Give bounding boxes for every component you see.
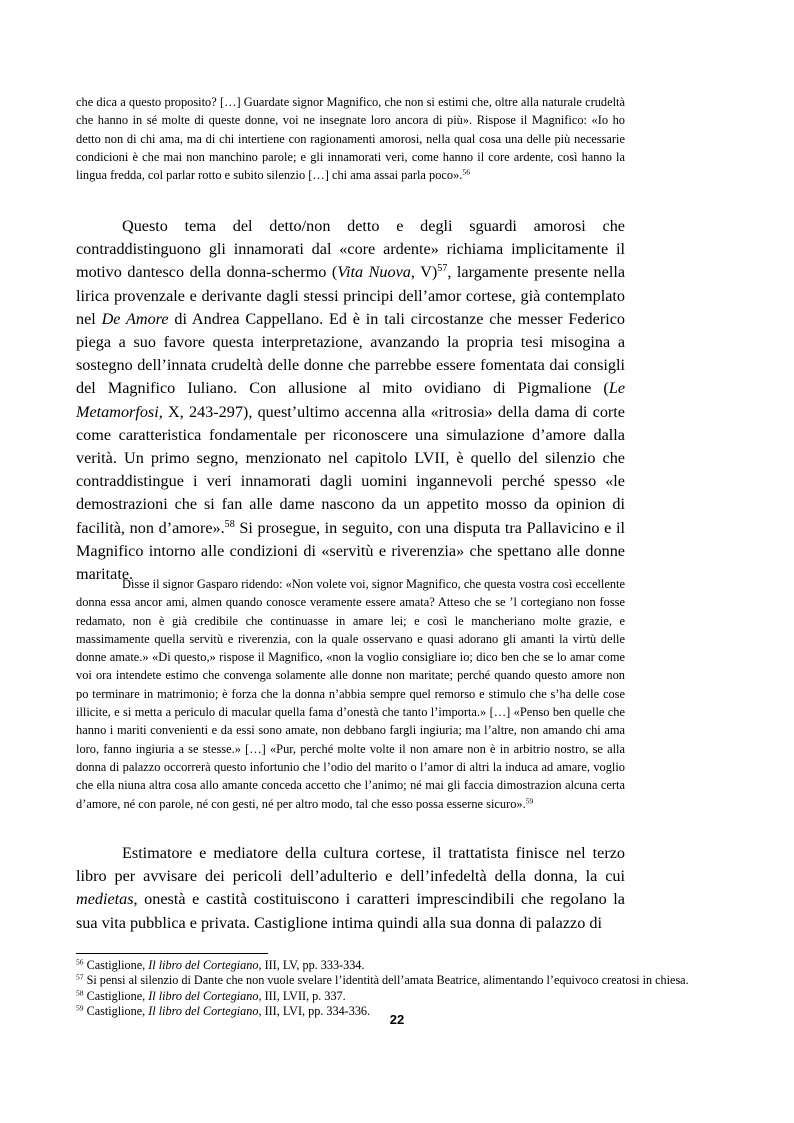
- p1-part-f: Si prosegue, in seguito, con una disputa tra Pallavicino e il Magnifico intorno alle condizioni di «servitù e riverenzia» che spettano alle donne maritate.: [76, 518, 625, 584]
- footnote-title: Il libro del Cortegiano: [148, 958, 259, 972]
- footnote-author: Castiglione,: [86, 958, 149, 972]
- title-vita-nuova: Vita Nuova: [337, 263, 411, 282]
- title-le-metamorfosi: Le Metamorfosi,: [76, 379, 625, 421]
- block-quote-2: [76, 575, 625, 813]
- p1-part-d: di Andrea Cappellano. Ed è in tali circostanze che messer Federico piega a suo favore questa interpretazione, avanzando la propria tesi misogina a sostegno dell’innata crudeltà delle donne che parrebbe essere fomentata dai consigli del Magnifico Iuliano. Con allusione al mito ovidiano di Pigmalione (: [76, 309, 626, 398]
- title-de-amore: De Amore: [101, 309, 169, 328]
- footnote-ref: , III, LV, pp. 333-334.: [258, 958, 365, 972]
- p1-part-e: X, 243-297), quest’ultimo accenna alla «ritrosia» della dama di corte come caratteristica fondamentale per riconoscere una simulazione d’amore dalla verità. Un primo segno, menzionato nel capitolo LVII, è quello del silenzio che contraddistingue i veri innamorati dagli uomini ingannevoli perché spesso «le demostrazioni che si fan alle dame nascono da un appetito mosso da opinion di facilità, non d’amore».: [76, 402, 625, 537]
- footnote-number: 57: [76, 972, 84, 982]
- footnote-author: Castiglione,: [86, 988, 149, 1003]
- footnote-author: Castiglione,: [86, 1003, 149, 1018]
- body-paragraph-1: [76, 215, 625, 586]
- footnote-56: [76, 958, 716, 973]
- quote-1-text: che dica a questo proposito? […] Guardate signor Magnifico, che non si estimi che, oltre alla naturale crudeltà che hanno in sé molte di queste donne, voi ne insegnate loro ancora di più». Rispose il Magnifico: «Io ho detto non di chi ama, ma di chi intertiene con ragionamenti amorosi, nella qual cosa una delle più necessarie condicioni è che mai non manchino parole; e gli innamorati veri, come hanno il core ardente, così hanno la lingua fredda, col parlar rotto e subito silenzio […] chi ama assai parla poco».: [76, 95, 625, 183]
- footnote-ref: , III, LVII, p. 337.: [258, 988, 346, 1003]
- page-number: 22: [389, 1012, 405, 1027]
- p1-part-a: Questo tema del detto/non detto e degli sguardi amorosi che contraddistinguono gli innamorati dal «core ardente» richiama implicitamente il motivo dantesco della donna-schermo (: [76, 217, 625, 282]
- footnote-number: 56: [76, 957, 84, 967]
- p1-part-b: , V): [410, 263, 438, 282]
- footnote-58: [76, 989, 716, 1004]
- p2-part-a: Estimatore e mediatore della cultura cortese, il trattatista finisce nel terzo libro per avvisare dei pericoli dell’adulterio e dell’infedeltà della donna, la cui: [76, 844, 625, 886]
- footnote-ref: , III, LVI, pp. 334-336.: [258, 1003, 371, 1018]
- body-paragraph-2: [76, 842, 625, 935]
- footnote-ref-56: 56: [462, 167, 471, 177]
- footnote-57: [76, 973, 716, 988]
- footnote-ref-59: 59: [525, 795, 534, 805]
- footnote-text: Si pensi al silenzio di Dante che non vuole svelare l’identità dell’amata Beatrice, alimentando l’equivoco creatosi in chiesa.: [83, 973, 689, 988]
- footnote-title: Il libro del Cortegiano: [148, 1003, 259, 1018]
- footnote-title: Il libro del Cortegiano: [148, 988, 259, 1003]
- p1-part-c: , largamente presente nella lirica provenzale e derivante dagli stessi principi dell’amor cortese, già contemplato nel: [76, 263, 626, 328]
- footnote-ref-57: 57: [437, 263, 448, 275]
- term-medietas: medietas: [76, 890, 134, 909]
- quote-2-text: Disse il signor Gasparo ridendo: «Non volete voi, signor Magnifico, che questa vostra così eccellente donna essa ancor ami, almen quando conosce veramente essere amata? Atteso che se ’l cortegiano non fosse redamato, non è già credibile che continuasse in amare lei; e così le mancheriano molte grazie, e massimamente quella servitù e riverenzia, con la quale osservano e quasi adorano gli amanti la virtù delle donne amate.» «Di questo,» rispose il Magnifico, «non la voglio consigliare io; dico ben che se lo amar come voi ora intendete estimo che convenga solamente alle donne non maritate; perché quando questo amore non po terminare in matrimonio; è forza che la donna n’abbia sempre quel remorso e stimulo che s’ha delle cose illicite, e si metta a periculo di macular quella fama d’onestà che tanto l’importa.» […] «Penso ben quelle che hanno i mariti convenienti e da essi sono amate, non debbano fargli ingiuria; ma l’altre, non amando chi ama loro, fanno ingiuria a se stesse.» […] «Pur, perché molte volte il non amare non è in arbitrio nostro, se alla donna di palazzo occorrerà questo infortunio che l’odio del marito o l’amor di altri la induca ad amare, voglio che ella niuna altra cosa allo amante conceda accetto che l’animo; né mai gli faccia dimostrazion alcuna certa d’amore, né con parole, né con gesti, né per altro modo, tal che esso possa esserne sicuro».: [76, 577, 625, 811]
- footnote-separator: [76, 953, 268, 954]
- p2-part-b: , onestà e castità costituiscono i caratteri imprescindibili che regolano la sua vita pubblica e privata. Castiglione intima quindi alla sua donna di palazzo di: [76, 890, 625, 932]
- block-quote-1: [76, 93, 625, 184]
- footnote-ref-58: 58: [224, 518, 235, 530]
- footnote-number: 59: [76, 1003, 84, 1013]
- footnote-number: 58: [76, 988, 84, 998]
- footnotes: [76, 958, 716, 1019]
